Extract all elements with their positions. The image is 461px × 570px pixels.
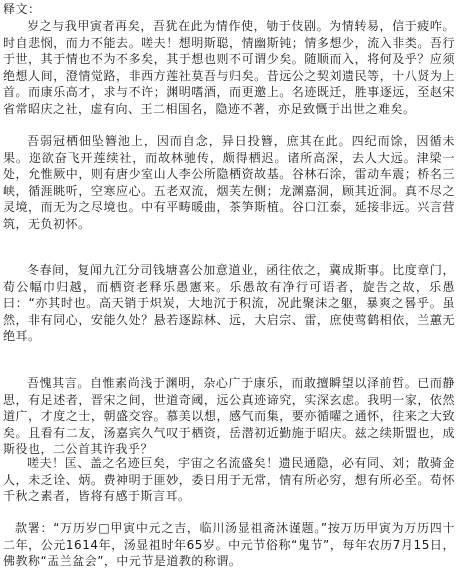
paragraph-1: 岁之与我甲寅者再矣，吾犹在此为情作使，劬于伎剧。为情转易，信于疲咋。时自悲悯，而力不能去。嗟夫！想明斯聪，情幽斯钝；情多想少，流入非类。吾行于世，其于情也不为不多矣，其于想也则不可谓少矣。随顺而入，将何及乎？应须绝想人间，澄情觉路，非西方莲社莫吾与归矣。昔远公之契刘遗民等，十八贤为上首。而康乐高才，求与不许；渊明嗜酒，而更邀上。名迹既迁，胜事逐远，至赵宋省常昭庆之社，虚有向、王二相国名，隐迹不著，亦足致慨于出世之难矣。 [3, 19, 455, 116]
paragraph-note: 款署：“万历岁□甲寅中元之吉，临川汤显祖斋沐谨题。”按万历甲寅为万历四十二年，公元1614年，汤显祖时年65岁。中元节俗称“鬼节”，每年农历7月15日，佛教称“盂兰盆会”，中元节是道教的称谓。 [3, 521, 455, 569]
paragraph-2: 吾弱冠栖佃坠簪池上，因而自念，异日投簪，庶其在此。四纪而馀，因循未果。迩欲奋飞开莲续社，而故林驰传，颇得栖迟。诸所高深，去人大远。津梁一处，允惟厥中，则有唐少室山人李公所隐栖资故基。谷林石涂，雷动车震；桥名三峡，循涯眺听，空寒应心。五老双流，烟芙左侧；龙渊嘉洞，顾其近洞。真不尽之灵境，而无为之尽境也。中有平畴暖曲，茶笋斯植。谷口江泰，延接非远。兴言营筑，无负初怀。 [3, 134, 455, 231]
paragraph-3: 冬春间，复闻九江分司钱塘喜公加意道业，函往依之，冀成斯事。比度章门，荀公幅巾归越，而栖资老释乐愚憲来。乐愚故有净行可语者，旋告之故，乐愚曰：“亦其时也。高天销于炽炭，大地沉于积流，况此聚沫之躯，暴爽之晷乎。虽然，非有同心，安能久处？悬若逐踪林、远，大启宗、雷，庶使莺鹤相依，兰蕙无绝耳。 [3, 263, 455, 344]
paragraph-4: 吾愧其言。自惟素尚浅于渊明，杂心广于康乐，而敢擅瞬望以泽前哲。已而静思，有足述者，晋宋之间，世道奇阈，远公真迹谛究，实深玄虑。我明一家，依然道广，才度之士，朝盛交容。慕美以想，感气而集，要亦循嚁之通怀，往来之大致矣。且看有二友，汤嘉宾久气叹于栖资，岳潜初近勤施于昭庆。兹之续斯盟也，成斯役也，二公首其许我乎？ [3, 376, 455, 457]
paragraph-5: 嗟夫！匡、盖之名迹巨矣，宇宙之名流盛矣！遗民通隐，必有同、刘；散骑金人，未乏诠、炳。费神明于匪妙，委日用于无常，情有所必穷，想有所必至。苟怀千秋之素者，皆将有感于斯言耳。 [3, 456, 455, 504]
page-heading: 释文： [3, 2, 41, 16]
